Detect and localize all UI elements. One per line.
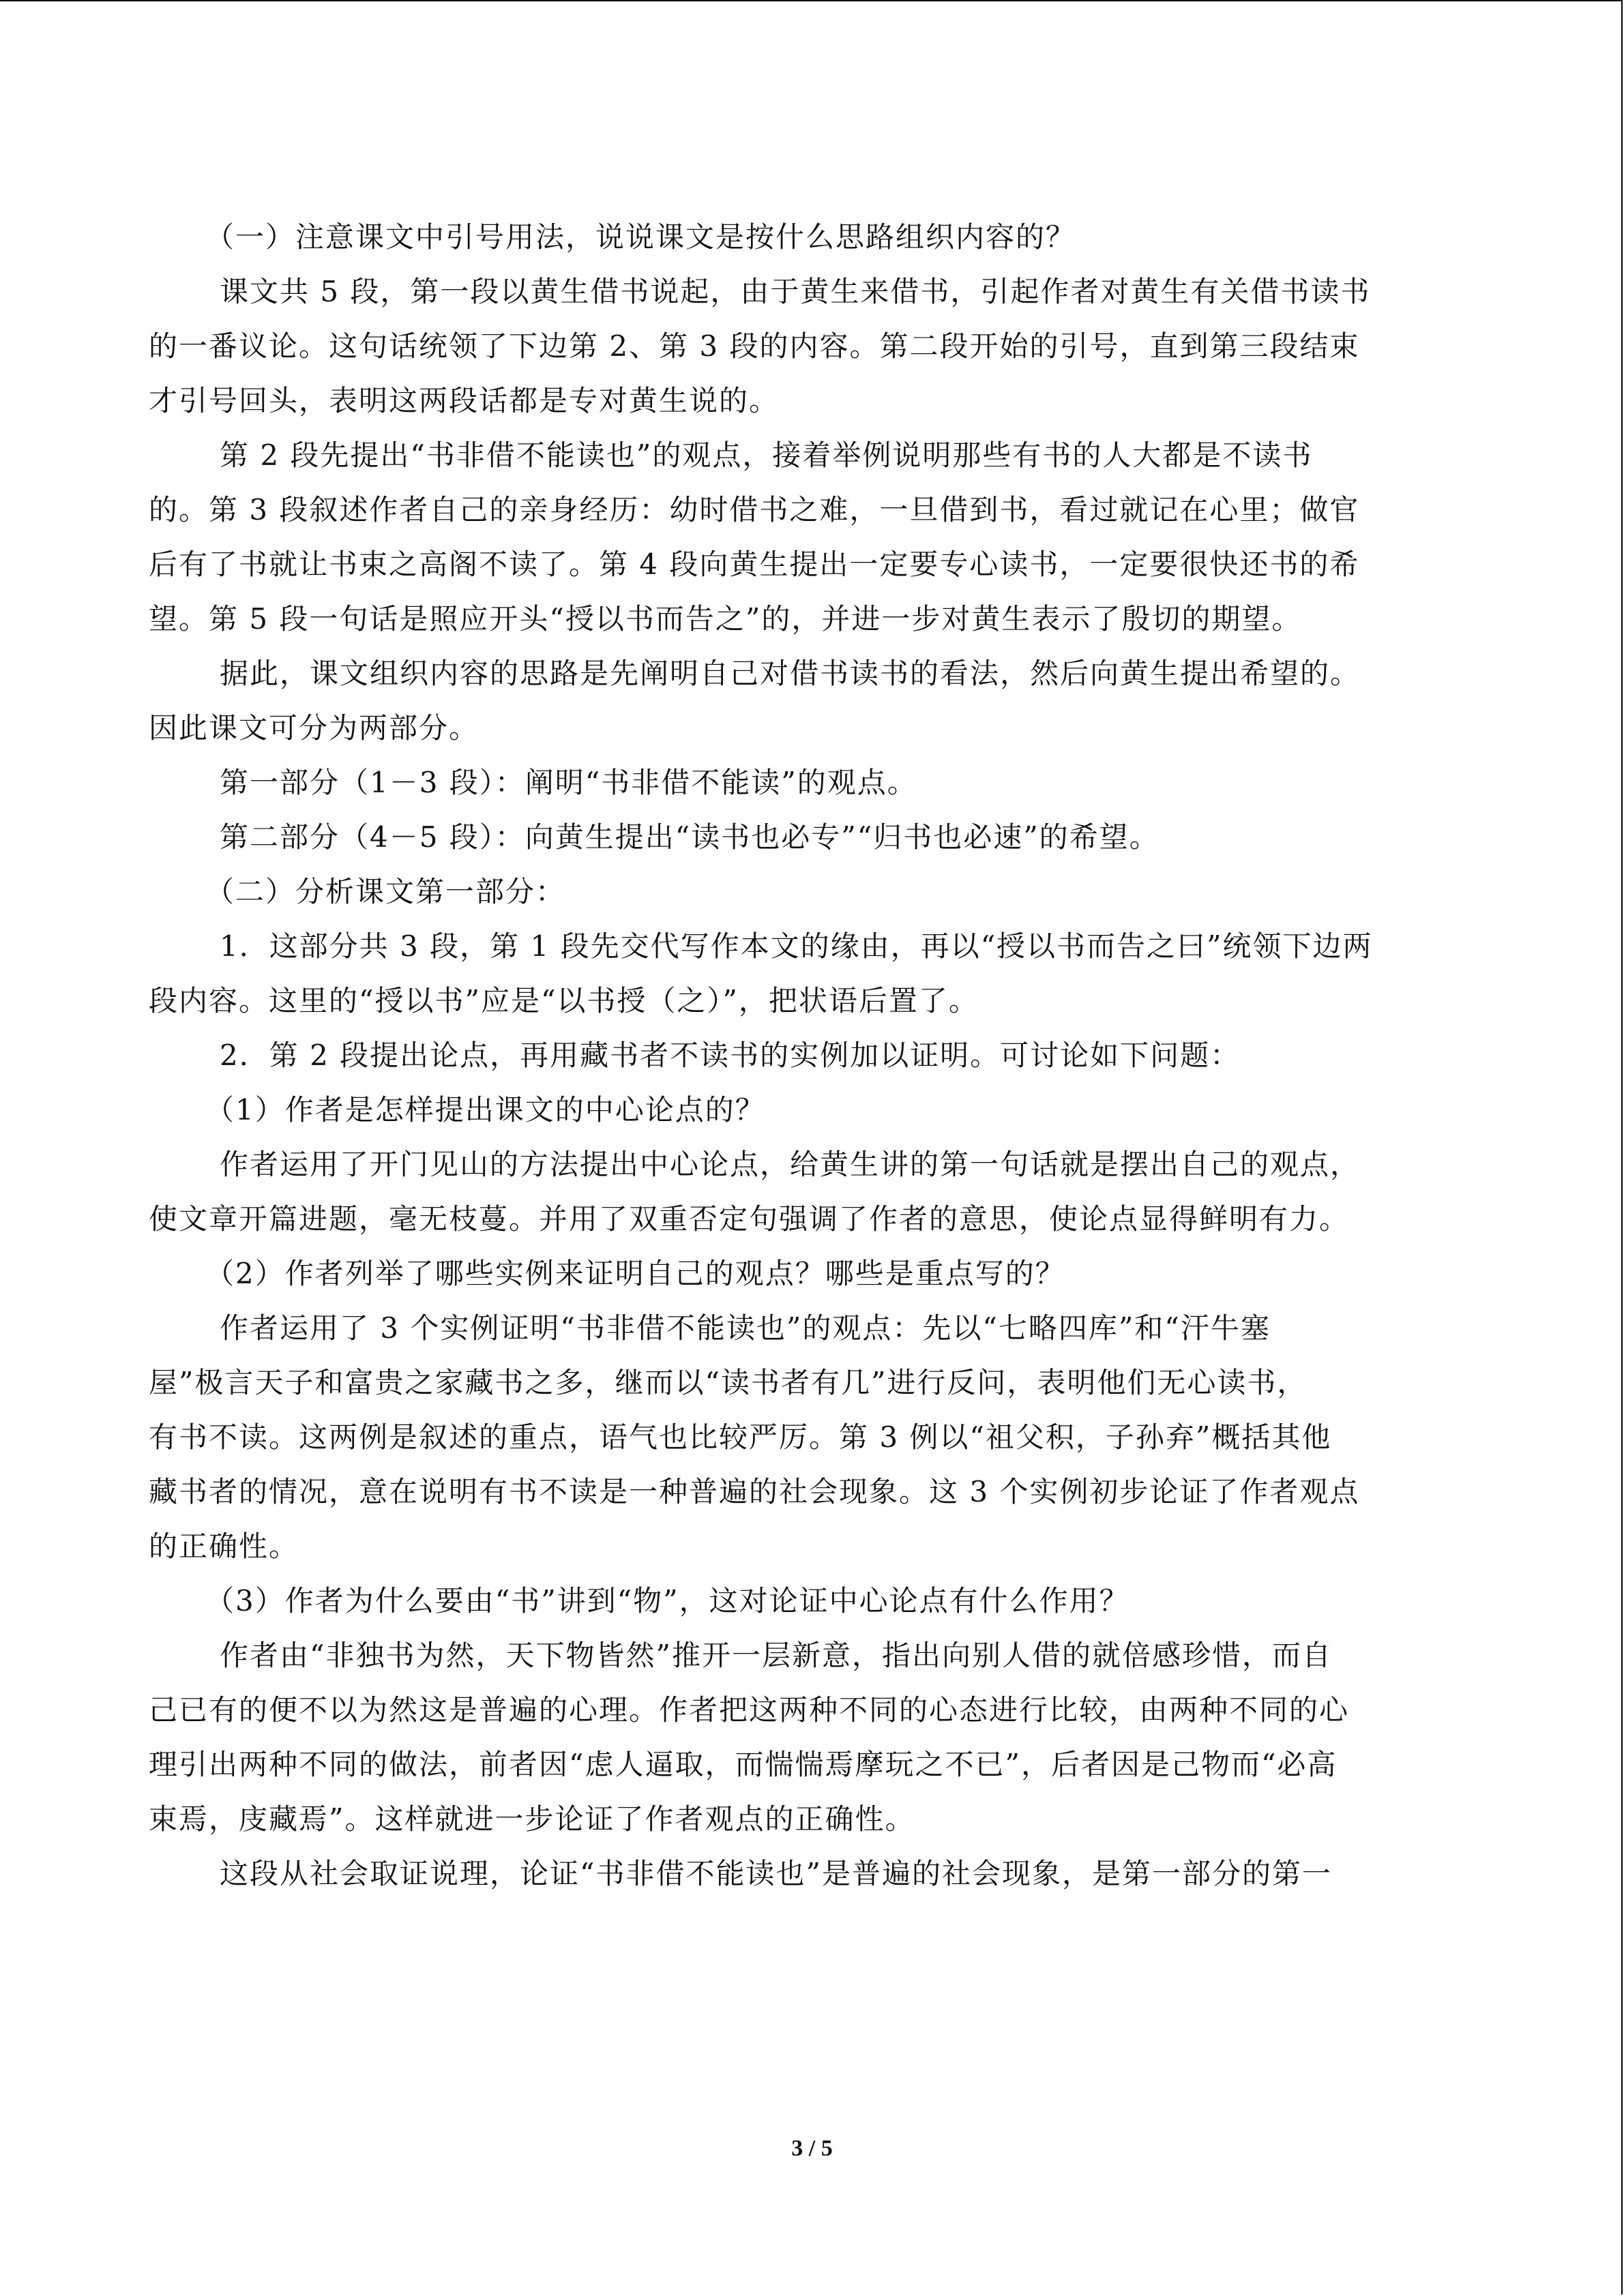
paragraph <box>149 756 1462 810</box>
text-line: 第 2 段先提出“书非借不能读也”的观点，接着举例说明那些有书的人大都是不读书 <box>190 438 1313 472</box>
text-line: 段内容。这里的“授以书”应是“以书授（之）”，把状语后置了。 <box>149 984 979 1017</box>
text-line: 理引出两种不同的做法，前者因“虑人逼取，而惴惴焉摩玩之不已”，后者因是己物而“必高 <box>149 1748 1338 1781</box>
page-number: 3 / 5 <box>791 2136 833 2161</box>
text-line: 作者运用了 3 个实例证明“书非借不能读也”的观点：先以“七略四库”和“汗牛塞 <box>190 1311 1271 1345</box>
text-line: （一）注意课文中引号用法，说说课文是按什么思路组织内容的？ <box>190 220 1076 254</box>
document-body <box>149 210 1462 1901</box>
text-line: 第二部分（4－5 段）：向黄生提出“读书也必专”“归书也必速”的希望。 <box>190 820 1160 854</box>
text-line: 望。第 5 段一句话是照应开头“授以书而告之”的，并进一步对黄生表示了殷切的期望。 <box>149 602 1302 636</box>
text-line: 这段从社会取证说理，论证“书非借不能读也”是普遍的社会现象，是第一部分的第一 <box>190 1857 1332 1890</box>
text-line: 的正确性。 <box>149 1530 299 1563</box>
text-line: 第一部分（1－3 段）：阐明“书非借不能读”的观点。 <box>190 766 917 799</box>
paragraph <box>149 919 1462 1028</box>
text-line: 因此课文可分为两部分。 <box>149 711 479 745</box>
paragraph <box>149 265 1462 428</box>
paragraph <box>149 1247 1462 1301</box>
text-line: 据此，课文组织内容的思路是先阐明自己对借书读书的看法，然后向黄生提出希望的。 <box>190 657 1361 690</box>
text-line: 有书不读。这两例是叙述的重点，语气也比较严厉。第 3 例以“祖父积，子孙弃”概括其他 <box>149 1420 1332 1454</box>
paragraph <box>149 1137 1462 1247</box>
paragraph <box>149 1574 1462 1628</box>
text-line: 藏书者的情况，意在说明有书不读是一种普遍的社会现象。这 3 个实例初步论证了作者观点 <box>149 1475 1360 1508</box>
text-line: （2）作者列举了哪些实例来证明自己的观点？哪些是重点写的？ <box>190 1257 1065 1290</box>
text-line: 屋”极言天子和富贵之家藏书之多，继而以“读书者有几”进行反问，表明他们无心读书， <box>149 1366 1308 1399</box>
paragraph <box>149 1847 1462 1901</box>
paragraph <box>149 1301 1462 1574</box>
paragraph <box>149 865 1462 919</box>
text-line: （二）分析课文第一部分： <box>190 875 566 908</box>
text-line: 作者由“非独书为然，天下物皆然”推开一层新意，指出向别人借的就倍感珍惜，而自 <box>190 1639 1332 1672</box>
paragraph <box>149 646 1462 756</box>
paragraph <box>149 1083 1462 1137</box>
text-line: 后有了书就让书束之高阁不读了。第 4 段向黄生提出一定要专心读书，一定要很快还书的希 <box>149 548 1360 581</box>
text-line: 才引号回头，表明这两段话都是专对黄生说的。 <box>149 384 780 417</box>
text-line: 2．第 2 段提出论点，再用藏书者不读书的实例加以证明。可讨论如下问题： <box>190 1039 1241 1072</box>
paragraph <box>149 428 1462 646</box>
paragraph <box>149 1028 1462 1083</box>
text-line: 己已有的便不以为然这是普遍的心理。作者把这两种不同的心态进行比较，由两种不同的心 <box>149 1693 1350 1727</box>
text-line: （3）作者为什么要由“书”讲到“物”，这对论证中心论点有什么作用？ <box>190 1584 1130 1617</box>
paragraph <box>149 1628 1462 1847</box>
text-line: 课文共 5 段，第一段以黄生借书说起，由于黄生来借书，引起作者对黄生有关借书读书 <box>190 275 1371 308</box>
text-line: 作者运用了开门见山的方法提出中心论点，给黄生讲的第一句话就是摆出自己的观点， <box>190 1148 1361 1181</box>
paragraph <box>149 210 1462 265</box>
text-line: 束焉，庋藏焉”。这样就进一步论证了作者观点的正确性。 <box>149 1802 915 1836</box>
text-line: 的。第 3 段叙述作者自己的亲身经历：幼时借书之难，一旦借到书，看过就记在心里；做官 <box>149 493 1360 526</box>
paragraph <box>149 810 1462 865</box>
text-line: 的一番议论。这句话统领了下边第 2、第 3 段的内容。第二段开始的引号，直到第三段结束 <box>149 329 1360 363</box>
text-line: （1）作者是怎样提出课文的中心论点的？ <box>190 1093 765 1127</box>
text-line: 1．这部分共 3 段，第 1 段先交代写作本文的缘由，再以“授以书而告之曰”统领下边两 <box>190 929 1373 963</box>
text-line: 使文章开篇进题，毫无枝蔓。并用了双重否定句强调了作者的意思，使论点显得鲜明有力。 <box>149 1202 1350 1236</box>
